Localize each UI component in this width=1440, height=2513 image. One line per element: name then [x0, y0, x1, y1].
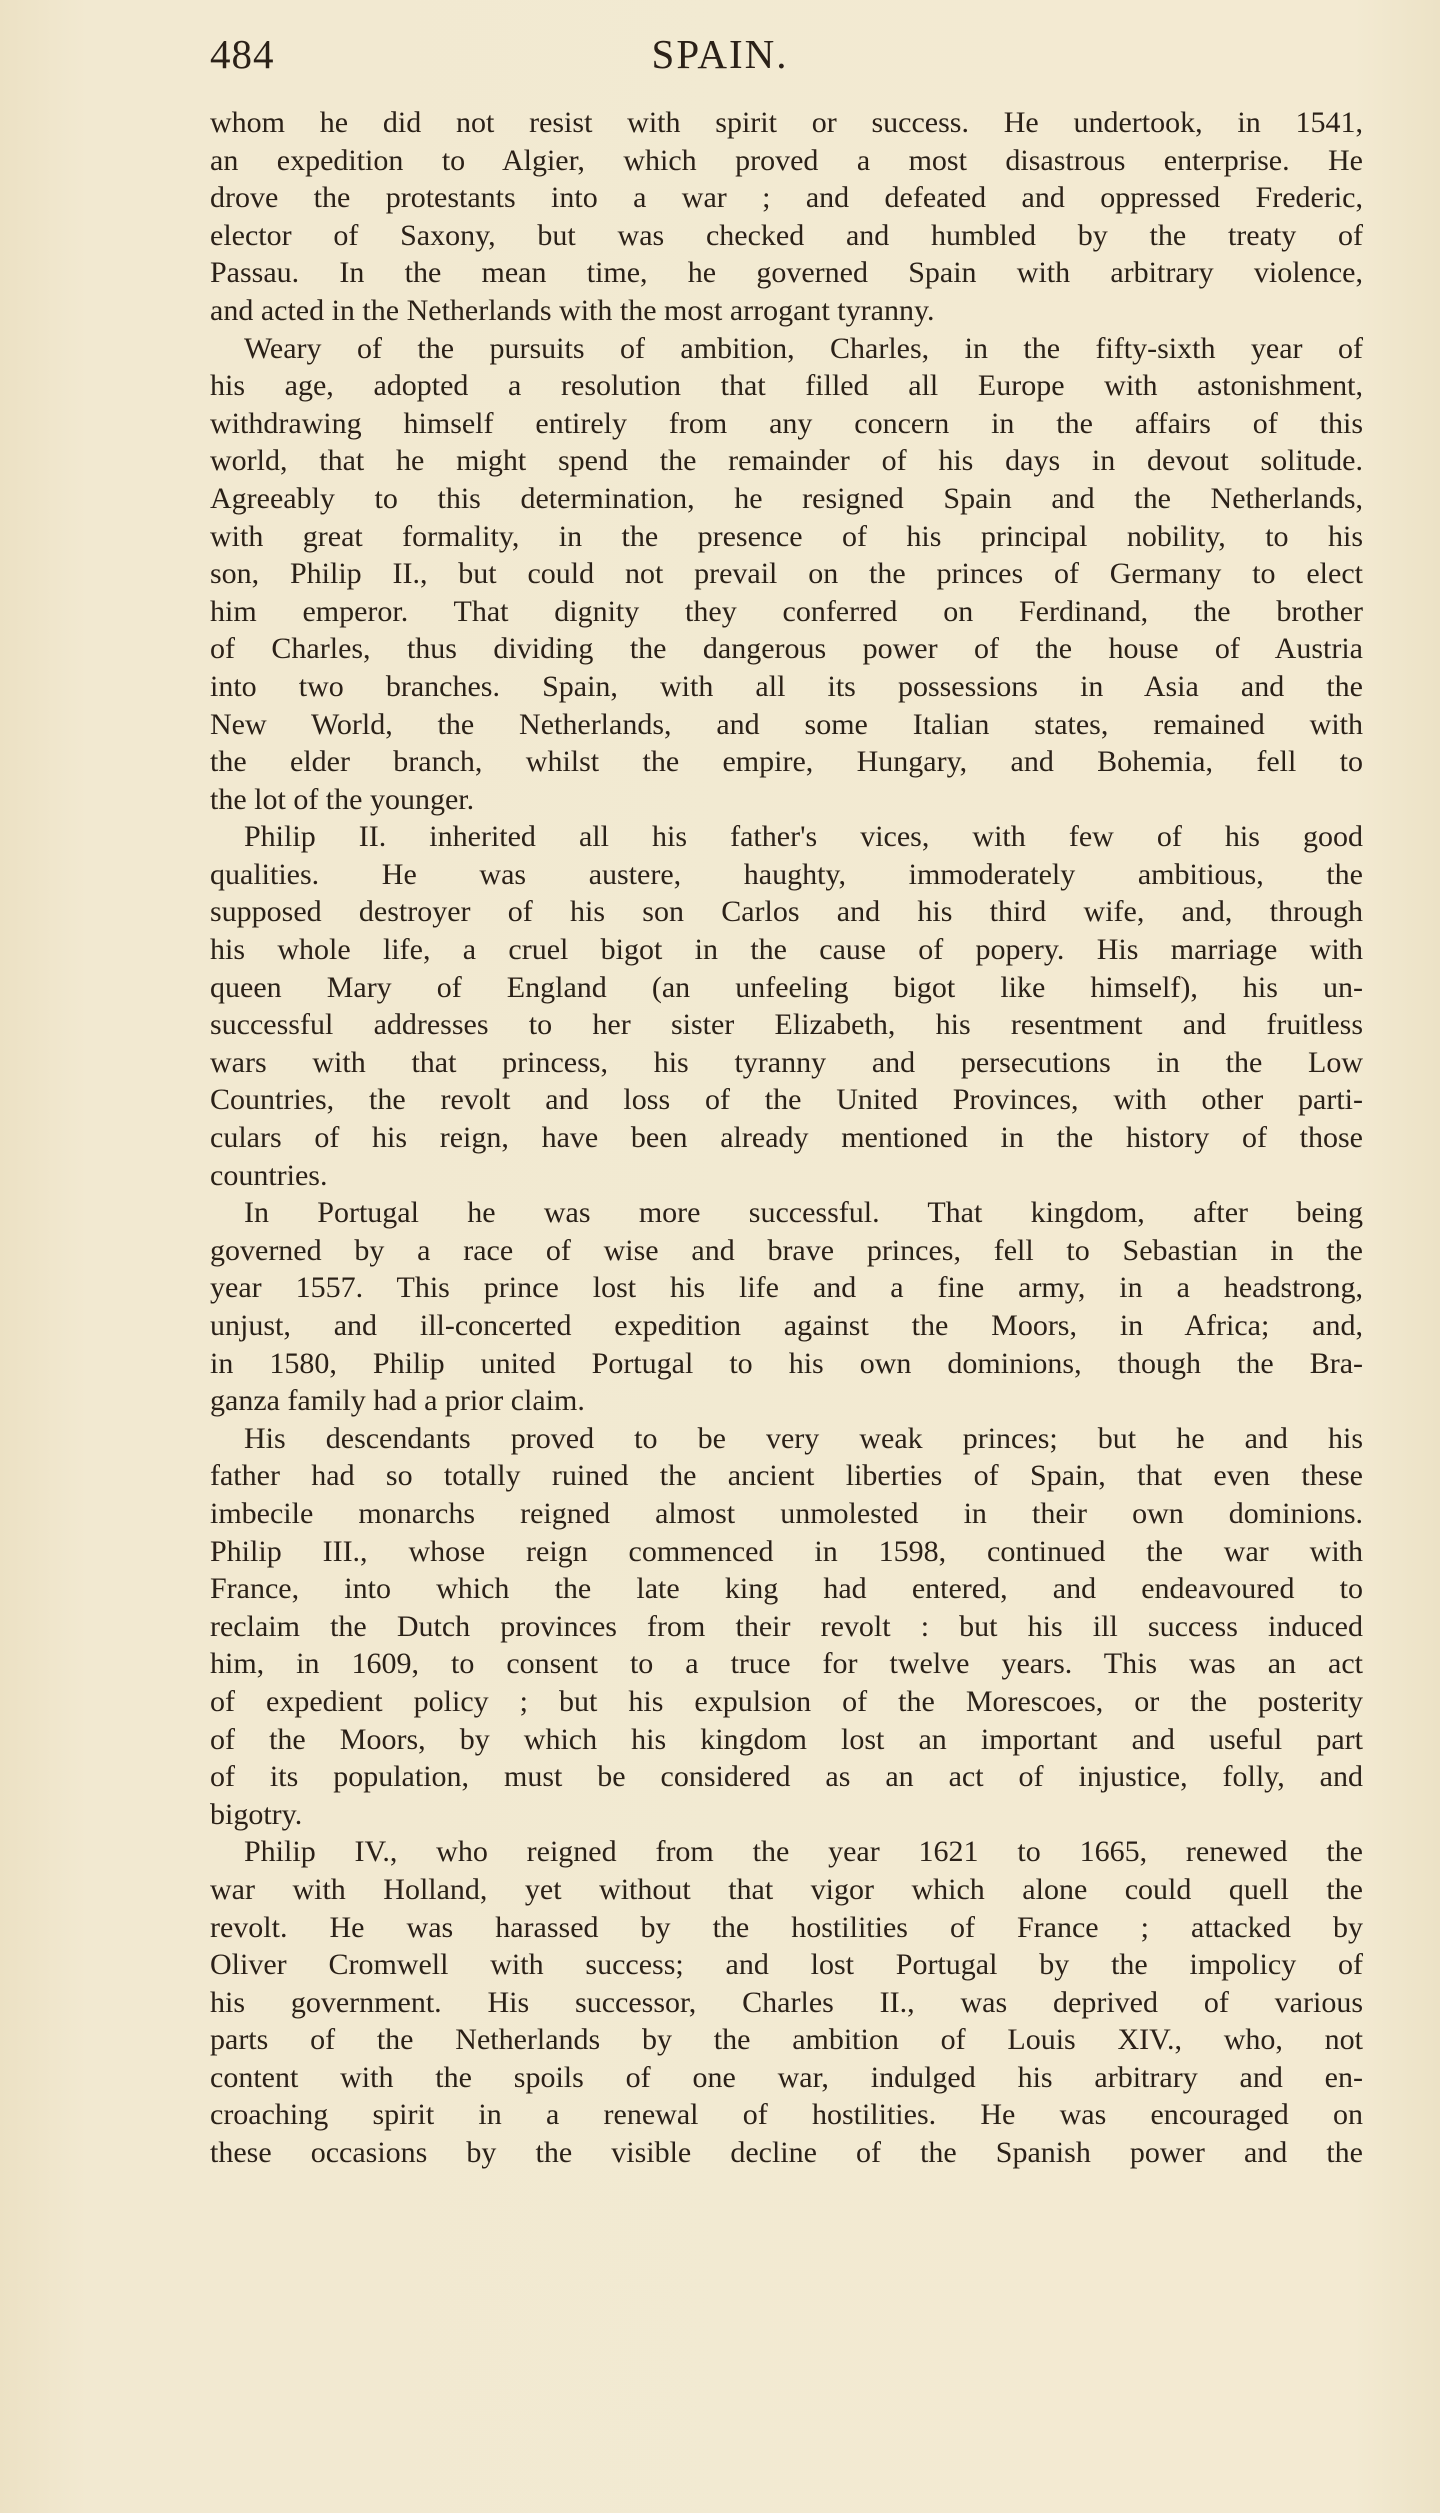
paragraph-first-line: In Portugal he was more successful. That kingdom, after being: [244, 1196, 1363, 1230]
text-line: parts of the Netherlands by the ambition of Louis XIV., who, not: [210, 2023, 1363, 2057]
running-title: SPAIN.: [651, 31, 789, 77]
text-line: him, in 1609, to consent to a truce for twelve years. This was an act: [210, 1647, 1363, 1681]
text-line: wars with that princess, his tyranny and persecutions in the Low: [210, 1045, 1363, 1079]
text-line: France, into which the late king had entered, and endeavoured to: [210, 1572, 1363, 1606]
text-line: withdrawing himself entirely from any concern in the affairs of this: [210, 406, 1363, 440]
text-line: in 1580, Philip united Portugal to his own dominions, though the Bra-: [210, 1346, 1363, 1380]
text-line: and acted in the Netherlands with the most arrogant tyranny.: [210, 293, 935, 327]
text-line: New World, the Netherlands, and some Italian states, remained with: [210, 707, 1363, 741]
text-line: revolt. He was harassed by the hostilities of France ; attacked by: [210, 1910, 1363, 1944]
text-line: countries.: [210, 1158, 328, 1192]
text-line: of Charles, thus dividing the dangerous power of the house of Austria: [210, 632, 1363, 666]
text-line: the lot of the younger.: [210, 782, 475, 816]
text-line: ganza family had a prior claim.: [210, 1384, 585, 1418]
text-line: reclaim the Dutch provinces from their revolt : but his ill success induced: [210, 1609, 1363, 1643]
body-text: [210, 104, 1363, 2172]
text-line: of its population, must be considered as an act of injustice, folly, and: [210, 1760, 1363, 1794]
text-line: him emperor. That dignity they conferred on Ferdinand, the brother: [210, 594, 1363, 628]
text-line: father had so totally ruined the ancient liberties of Spain, that even these: [210, 1459, 1363, 1493]
text-line: governed by a race of wise and brave princes, fell to Sebastian in the: [210, 1233, 1363, 1267]
text-line: croaching spirit in a renewal of hostilities. He was encouraged on: [210, 2098, 1363, 2132]
text-line: year 1557. This prince lost his life and a fine army, in a headstrong,: [210, 1271, 1363, 1305]
text-line: war with Holland, yet without that vigor which alone could quell the: [210, 1872, 1363, 1906]
text-line: elector of Saxony, but was checked and humbled by the treaty of: [210, 218, 1363, 252]
text-line: drove the protestants into a war ; and defeated and oppressed Frederic,: [210, 181, 1363, 215]
text-line: Oliver Cromwell with success; and lost Portugal by the impolicy of: [210, 1948, 1363, 1982]
text-line: culars of his reign, have been already mentioned in the history of those: [210, 1121, 1363, 1155]
text-line: content with the spoils of one war, indulged his arbitrary and en-: [210, 2060, 1363, 2094]
text-line: successful addresses to her sister Elizabeth, his resentment and fruitless: [210, 1008, 1363, 1042]
text-line: of the Moors, by which his kingdom lost an important and useful part: [210, 1722, 1363, 1756]
text-line: Passau. In the mean time, he governed Spain with arbitrary violence,: [210, 256, 1363, 290]
text-line: his government. His successor, Charles II., was deprived of various: [210, 1985, 1363, 2019]
text-line: with great formality, in the presence of his principal nobility, to his: [210, 519, 1363, 553]
text-line: whom he did not resist with spirit or success. He undertook, in 1541,: [210, 106, 1363, 139]
text-line: his whole life, a cruel bigot in the cause of popery. His marriage with: [210, 933, 1363, 967]
text-line: bigotry.: [210, 1797, 303, 1831]
text-line: Philip III., whose reign commenced in 1598, continued the war with: [210, 1534, 1363, 1568]
text-line: these occasions by the visible decline of the Spanish power and the: [210, 2136, 1363, 2170]
text-line: into two branches. Spain, with all its possessions in Asia and the: [210, 669, 1363, 703]
text-line: son, Philip II., but could not prevail on the princes of Germany to elect: [210, 557, 1363, 591]
page-number: 484: [210, 31, 275, 77]
text-line: queen Mary of England (an unfeeling bigot like himself), his un-: [210, 970, 1363, 1004]
page-header: [0, 30, 1440, 90]
text-line: an expedition to Algier, which proved a most disastrous enterprise. He: [210, 143, 1363, 177]
text-line: unjust, and ill-concerted expedition against the Moors, in Africa; and,: [210, 1309, 1363, 1342]
text-line: the elder branch, whilst the empire, Hungary, and Bohemia, fell to: [210, 745, 1363, 779]
text-line: of expedient policy ; but his expulsion of the Morescoes, or the posterity: [210, 1684, 1363, 1718]
text-line: supposed destroyer of his son Carlos and his third wife, and, through: [210, 895, 1363, 929]
paragraph-first-line: Philip II. inherited all his father's vices, with few of his good: [244, 820, 1363, 854]
text-line: world, that he might spend the remainder of his days in devout solitude.: [210, 444, 1363, 478]
text-line: Countries, the revolt and loss of the United Provinces, with other parti-: [210, 1083, 1363, 1117]
text-line: qualities. He was austere, haughty, immoderately ambitious, the: [210, 857, 1363, 891]
paragraph-first-line: Weary of the pursuits of ambition, Charles, in the fifty-sixth year of: [244, 331, 1363, 365]
text-line: Agreeably to this determination, he resigned Spain and the Netherlands,: [210, 481, 1363, 515]
paragraph-first-line: Philip IV., who reigned from the year 1621 to 1665, renewed the: [244, 1835, 1363, 1869]
paragraph-first-line: His descendants proved to be very weak princes; but he and his: [244, 1421, 1363, 1455]
text-line: imbecile monarchs reigned almost unmolested in their own dominions.: [210, 1496, 1363, 1530]
text-line: his age, adopted a resolution that filled all Europe with astonishment,: [210, 369, 1363, 403]
